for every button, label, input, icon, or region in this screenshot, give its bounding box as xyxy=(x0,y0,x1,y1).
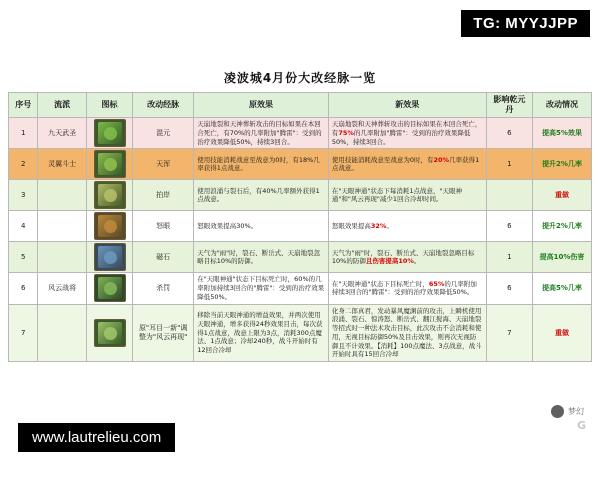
row-index: 3 xyxy=(9,180,38,211)
old-effect: 移除当前天眼神通的增益效果，并两次使用天眼神通，增多获得24秒效果目击，每次获得1点战意，战意上限为3点，消耗300点魔法、1点战意；冷却240秒，战斗开始时有12回合冷却 xyxy=(194,304,329,362)
meridian-name: 天浑 xyxy=(133,149,194,180)
new-effect: 化身二郎真君，发动暴风魔渊前的攻击，上瞬机使用浪涌、裂石、惊涛怒、断岳式、翻江搅海、天崩地裂等招式时一种法术攻击目标，此次攻击不会消耗和使用，无视目标防御50%及目击效果，则再次无视防御且不计效果。【消耗】100点魔法、3点战意，战斗开始时具有15回合冷却 xyxy=(328,304,486,362)
meridian-name: 杀罚 xyxy=(133,273,194,304)
row-index: 5 xyxy=(9,242,38,273)
school-name: 灵翼斗士 xyxy=(38,149,86,180)
skill-icon-cell xyxy=(86,242,132,273)
meridian-name: 拍岸 xyxy=(133,180,194,211)
new-effect: 在"天眼神通"状态下目标死亡时，65%的几率附加持续3回合的"腾雷"：受到的治疗效果降低50%。 xyxy=(328,273,486,304)
meridian-table xyxy=(8,92,592,362)
table-row xyxy=(9,304,592,362)
skill-icon-cell xyxy=(86,211,132,242)
old-effect: 使用浪涌与裂石后，有40%几率额外获得1点战意。 xyxy=(194,180,329,211)
col-header-old-effect: 原效果 xyxy=(194,93,329,118)
col-header-new-effect: 新效果 xyxy=(328,93,486,118)
col-header-school: 流派 xyxy=(38,93,86,118)
new-effect: 使用技能消耗战意至战意为0时，有20%几率获得1点战意。 xyxy=(328,149,486,180)
pill-count: 6 xyxy=(486,211,532,242)
change-status: 重做 xyxy=(533,180,592,211)
meridian-name: 磁石 xyxy=(133,242,194,273)
author-watermark xyxy=(551,405,584,418)
skill-icon xyxy=(94,274,126,302)
page-title: 凌波城4月份大改经脉一览 xyxy=(223,71,377,85)
change-status: 提升2%几率 xyxy=(533,211,592,242)
old-effect: 怒眼效果提高30%。 xyxy=(194,211,329,242)
table-body xyxy=(9,118,592,362)
row-index: 1 xyxy=(9,118,38,149)
col-header-pill: 影响乾元丹 xyxy=(486,93,532,118)
table-header-row xyxy=(9,93,592,118)
school-name: 九天武圣 xyxy=(38,118,86,149)
skill-icon-cell xyxy=(86,118,132,149)
school-name xyxy=(38,211,86,242)
row-index: 7 xyxy=(9,304,38,362)
telegram-badge: TG: MYYJJPP xyxy=(461,10,590,37)
pill-count: 6 xyxy=(486,273,532,304)
change-status: 提高5%几率 xyxy=(533,273,592,304)
meridian-name: 原"耳目一新"调整为"风云再现" xyxy=(133,304,194,362)
pill-count: 6 xyxy=(486,118,532,149)
school-name xyxy=(38,242,86,273)
skill-icon-cell xyxy=(86,273,132,304)
new-effect: 天气为"雨"时，裂石、断岳式、天崩地裂忽略目标10%的防御且伤害提高10%。 xyxy=(328,242,486,273)
new-effect: 在"天眼神通"状态下每消耗1点战意，"天眼神通"和"风云再现"减少1回合冷却时间。 xyxy=(328,180,486,211)
pill-count xyxy=(486,180,532,211)
skill-icon xyxy=(94,119,126,147)
school-name: 风云战将 xyxy=(38,273,86,304)
row-index: 2 xyxy=(9,149,38,180)
new-effect: 怒眼效果提高32%。 xyxy=(328,211,486,242)
col-header-change: 改动情况 xyxy=(533,93,592,118)
skill-icon xyxy=(94,150,126,178)
table-row xyxy=(9,242,592,273)
skill-icon xyxy=(94,181,126,209)
site-url-watermark: www.lautrelieu.com xyxy=(18,423,175,452)
author-name: 梦幻 xyxy=(568,407,584,416)
pill-count: 7 xyxy=(486,304,532,362)
row-index: 6 xyxy=(9,273,38,304)
old-effect: 在"天眼神通"状态下目标死亡时，60%的几率附加持续3回合的"腾雷"：受到的治疗效果降低50%。 xyxy=(194,273,329,304)
skill-icon xyxy=(94,212,126,240)
avatar-icon xyxy=(551,405,564,418)
col-header-icon: 图标 xyxy=(86,93,132,118)
meridian-name: 混元 xyxy=(133,118,194,149)
skill-icon-cell xyxy=(86,304,132,362)
corner-watermark: G xyxy=(576,419,586,432)
skill-icon xyxy=(94,319,126,347)
table-row xyxy=(9,118,592,149)
change-status: 提高5%效果 xyxy=(533,118,592,149)
change-status: 提高10%伤害 xyxy=(533,242,592,273)
change-status: 提升2%几率 xyxy=(533,149,592,180)
skill-icon-cell xyxy=(86,180,132,211)
meridian-name: 怒眼 xyxy=(133,211,194,242)
table-row xyxy=(9,149,592,180)
col-header-no: 序号 xyxy=(9,93,38,118)
change-status: 重做 xyxy=(533,304,592,362)
old-effect: 天气为"雨"时，裂石、断岳式、天崩地裂忽略目标10%的防御。 xyxy=(194,242,329,273)
table-row xyxy=(9,180,592,211)
row-index: 4 xyxy=(9,211,38,242)
spreadsheet-container xyxy=(8,64,592,362)
skill-icon-cell xyxy=(86,149,132,180)
new-effect: 天崩地裂和天神葬斩攻击的目标如果在本回合死亡，有75%的几率附加"腾雷"：受到的治疗效果降低50%，持续3回合。 xyxy=(328,118,486,149)
table-row xyxy=(9,211,592,242)
skill-icon xyxy=(94,243,126,271)
school-name xyxy=(38,304,86,362)
old-effect: 天崩地裂和天神葬斩攻击的目标如果在本回合死亡，有70%的几率附加"腾雷"：受到的治疗效果降低50%，持续3回合。 xyxy=(194,118,329,149)
col-header-meridian: 改动经脉 xyxy=(133,93,194,118)
school-name xyxy=(38,180,86,211)
old-effect: 使用技能消耗战意至战意为0时，有18%几率获得1点战意。 xyxy=(194,149,329,180)
pill-count: 1 xyxy=(486,242,532,273)
table-row xyxy=(9,273,592,304)
pill-count: 1 xyxy=(486,149,532,180)
